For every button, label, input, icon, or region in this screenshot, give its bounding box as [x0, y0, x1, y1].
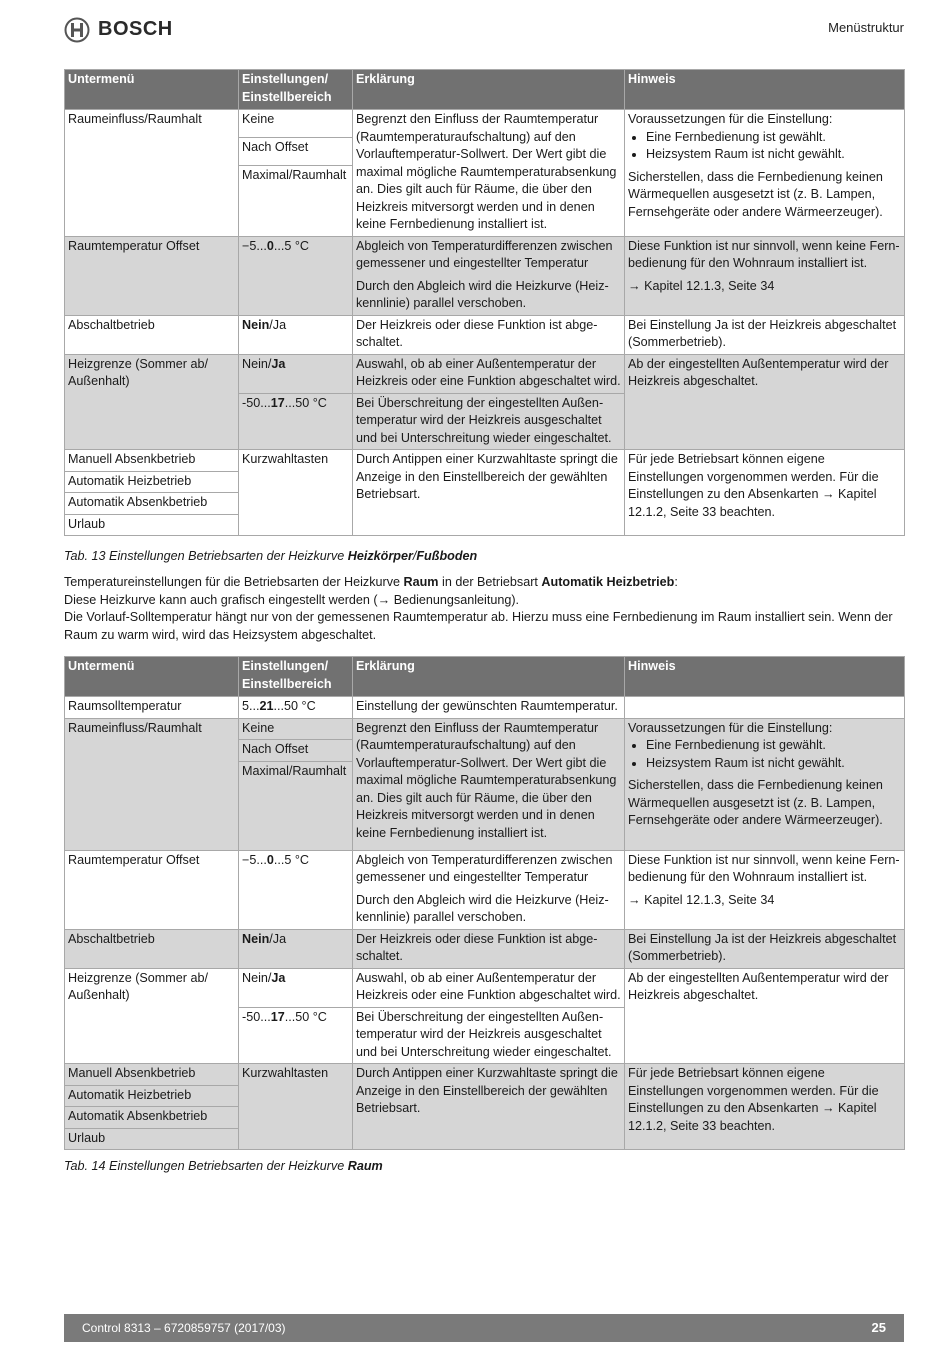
row-label: Automatik Heizbetrieb — [65, 471, 239, 493]
explanation-cell: Der Heizkreis oder diese Funktion ist abgeschaltet. — [353, 929, 625, 968]
hint-cell: Für jede Betriebsart können eigene Einstellungen vorgenommen werden. Für die Einstellungen zu den Absenkarten → Kapitel 12.1.2, Seite 33 beachten. — [625, 1064, 905, 1150]
option-cell: Nach Offset — [239, 740, 353, 762]
explanation-cell: Auswahl, ob ab einer Außentemperatur der Heizkreis oder eine Funktion abgeschaltet wird. — [353, 968, 625, 1007]
range-cell: Kurzwahltasten — [239, 450, 353, 536]
hint-cell: Bei Einstellung Ja ist der Heizkreis abgeschaltet (Sommerbetrieb). — [625, 315, 905, 354]
option-cell: Keine — [239, 110, 353, 138]
list-item: • Heizsystem Raum ist nicht gewählt. — [646, 146, 901, 164]
range-cell: Nein/Ja — [239, 315, 353, 354]
brand-name: BOSCH — [98, 18, 173, 41]
table-13 — [64, 69, 905, 536]
hint-cell: Ab der eingestellten Außentemperatur wird der Heizkreis abgeschaltet. — [625, 968, 905, 1064]
explanation-cell: Bei Überschreitung der eingestellten Außentemperatur wird der Heizkreis ausgeschaltet und bei Unterschreitung wieder eingeschaltet. — [353, 1007, 625, 1064]
table-row — [65, 718, 905, 740]
table-row — [65, 110, 905, 138]
list-item: • Eine Fernbedienung ist gewählt. — [646, 129, 901, 147]
table-14 — [64, 656, 905, 1150]
explanation-cell: Einstellung der gewünschten Raumtemperatur. — [353, 697, 625, 719]
bosch-armature-icon — [64, 17, 90, 43]
explanation-cell: Auswahl, ob ab einer Außentemperatur der Heizkreis oder eine Funktion abgeschaltet wird. — [353, 354, 625, 393]
col-header-hint: Hinweis — [625, 657, 905, 697]
range-cell: Nein/Ja — [239, 354, 353, 393]
table-13-caption: Tab. 13 Einstellungen Betriebsarten der Heizkurve Heizkörper/Fußboden — [64, 549, 478, 563]
option-cell: Maximal/Raumhalt — [239, 165, 353, 236]
section-title: Menüstruktur — [828, 20, 904, 35]
option-cell: Maximal/Raumhalt — [239, 761, 353, 850]
table-row — [65, 968, 905, 1007]
col-header-hint: Hinweis — [625, 70, 905, 110]
range-cell: −5...0...5 °C — [239, 236, 353, 315]
intro-line-1: Temperatureinstellungen für die Betriebsarten der Heizkurve Raum in der Betriebsart Automatik Heizbetrieb: — [64, 575, 678, 589]
row-label: Abschaltbetrieb — [65, 315, 239, 354]
row-label: Urlaub — [65, 514, 239, 536]
list-item: • Eine Fernbedienung ist gewählt. — [646, 737, 901, 755]
hint-cell: Diese Funktion ist nur sinnvoll, wenn keine Fernbedienung für den Wohnraum installiert ist. → Kapitel 12.1.3, Seite 34 — [625, 850, 905, 929]
range-cell: -50...17...50 °C — [239, 1007, 353, 1064]
table-row — [65, 315, 905, 354]
col-header-setting: Einstellungen/ Einstellbereich — [239, 70, 353, 110]
row-label: Raumeinfluss/Raumhalt — [65, 718, 239, 850]
row-label: Raumtemperatur Offset — [65, 850, 239, 929]
bosch-logo — [64, 16, 173, 44]
table-row — [65, 1064, 905, 1086]
page-footer — [64, 1314, 904, 1342]
table-row — [65, 850, 905, 929]
range-cell: Kurzwahltasten — [239, 1064, 353, 1150]
explanation-cell: Begrenzt den Einfluss der Raumtemperatur (Raumtemperaturaufschaltung) auf den Vorlauftemperatur-Sollwert. Der Wert gibt die maximal mögliche Raumtemperaturabsenkung an. Dies gilt auch für Räume, die über den Heizkreis mitversorgt werden und in denen keine Fernbedienung installiert ist. — [353, 110, 625, 237]
explanation-cell: Abgleich von Temperaturdifferenzen zwischen gemessener und eingestellter Temperatur Durch den Abgleich wird die Heizkurve (Heizkennlinie) parallel verschoben. — [353, 236, 625, 315]
option-cell: Nach Offset — [239, 137, 353, 165]
hint-cell: Bei Einstellung Ja ist der Heizkreis abgeschaltet (Sommerbetrieb). — [625, 929, 905, 968]
document-reference: Control 8313 – 6720859757 (2017/03) — [82, 1321, 286, 1335]
row-label: Abschaltbetrieb — [65, 929, 239, 968]
table-row — [65, 236, 905, 315]
explanation-cell: Der Heizkreis oder diese Funktion ist abgeschaltet. — [353, 315, 625, 354]
hint-cell: Voraussetzungen für die Einstellung: • Eine Fernbedienung ist gewählt. • Heizsystem Raum ist nicht gewählt. Sicherstellen, dass die Fernbedienung keinen Wärmequellen ausgesetzt ist (z. B. Lampen, Fernsehgeräte oder andere Wärmeerzeuger). — [625, 718, 905, 850]
table-row — [65, 450, 905, 472]
row-label: Automatik Heizbetrieb — [65, 1085, 239, 1107]
explanation-cell: Durch Antippen einer Kurzwahltaste springt die Anzeige in den Einstellbereich der gewählten Betriebsart. — [353, 450, 625, 536]
range-cell: 5...21...50 °C — [239, 697, 353, 719]
hint-cell: Ab der eingestellten Außentemperatur wird der Heizkreis abgeschaltet. — [625, 354, 905, 450]
hint-cell — [625, 697, 905, 719]
row-label: Manuell Absenkbetrieb — [65, 1064, 239, 1086]
explanation-cell: Durch Antippen einer Kurzwahltaste springt die Anzeige in den Einstellbereich der gewählten Betriebsart. — [353, 1064, 625, 1150]
row-label: Manuell Absenkbetrieb — [65, 450, 239, 472]
table-row — [65, 697, 905, 719]
row-label: Urlaub — [65, 1128, 239, 1150]
table-14-caption: Tab. 14 Einstellungen Betriebsarten der Heizkurve Raum — [64, 1159, 383, 1173]
range-cell: Nein/Ja — [239, 968, 353, 1007]
hint-cell: Voraussetzungen für die Einstellung: • Eine Fernbedienung ist gewählt. • Heizsystem Raum ist nicht gewählt. Sicherstellen, dass die Fernbedienung keinen Wärmequellen ausgesetzt ist (z. B. Lampen, Fernsehgeräte oder andere Wärmeerzeuger). — [625, 110, 905, 237]
explanation-cell: Begrenzt den Einfluss der Raumtemperatur (Raumtemperaturaufschaltung) auf den Vorlauftemperatur-Sollwert. Der Wert gibt die maximal mögliche Raumtemperaturabsenkung an. Dies gilt auch für Räume, die über den Heizkreis mitversorgt werden und in denen keine Fernbedienung installiert ist. — [353, 718, 625, 850]
col-header-setting: Einstellungen/ Einstellbereich — [239, 657, 353, 697]
list-item: • Heizsystem Raum ist nicht gewählt. — [646, 755, 901, 773]
hint-cell: Für jede Betriebsart können eigene Einstellungen vorgenommen werden. Für die Einstellungen zu den Absenkarten → Kapitel 12.1.2, Seite 33 beachten. — [625, 450, 905, 536]
table-row — [65, 929, 905, 968]
page-number: 25 — [871, 1320, 886, 1335]
table-header-row — [65, 657, 905, 697]
col-header-explanation: Erklärung — [353, 70, 625, 110]
row-label: Automatik Absenkbetrieb — [65, 493, 239, 515]
explanation-cell: Bei Überschreitung der eingestellten Außentemperatur wird der Heizkreis ausgeschaltet und bei Unterschreitung wieder eingeschaltet. — [353, 393, 625, 450]
range-cell: -50...17...50 °C — [239, 393, 353, 450]
intro-line-3: Die Vorlauf-Solltemperatur hängt nur von der gemessenen Raumtemperatur ab. Hierzu muss eine Fernbedienung im Raum installiert sein. Wenn der Raum zu warm wird, wird das Heizsystem abgeschaltet. — [64, 610, 893, 642]
row-label: Heizgrenze (Sommer ab/ Außenhalt) — [65, 968, 239, 1064]
row-label: Raumtemperatur Offset — [65, 236, 239, 315]
range-cell: Nein/Ja — [239, 929, 353, 968]
intro-line-2: Diese Heizkurve kann auch grafisch eingestellt werden (→ Bedienungsanleitung). — [64, 592, 520, 607]
col-header-submenu: Untermenü — [65, 70, 239, 110]
col-header-explanation: Erklärung — [353, 657, 625, 697]
row-label: Automatik Absenkbetrieb — [65, 1107, 239, 1129]
row-label: Heizgrenze (Sommer ab/ Außenhalt) — [65, 354, 239, 450]
option-cell: Keine — [239, 718, 353, 740]
explanation-cell: Abgleich von Temperaturdifferenzen zwischen gemessener und eingestellter Temperatur Durch den Abgleich wird die Heizkurve (Heizkennlinie) parallel verschoben. — [353, 850, 625, 929]
col-header-submenu: Untermenü — [65, 657, 239, 697]
range-cell: −5...0...5 °C — [239, 850, 353, 929]
row-label: Raumsolltemperatur — [65, 697, 239, 719]
table-row — [65, 354, 905, 393]
row-label: Raumeinfluss/Raumhalt — [65, 110, 239, 237]
intro-text — [64, 574, 904, 644]
hint-cell: Diese Funktion ist nur sinnvoll, wenn keine Fernbedienung für den Wohnraum installiert ist. → Kapitel 12.1.3, Seite 34 — [625, 236, 905, 315]
table-header-row — [65, 70, 905, 110]
